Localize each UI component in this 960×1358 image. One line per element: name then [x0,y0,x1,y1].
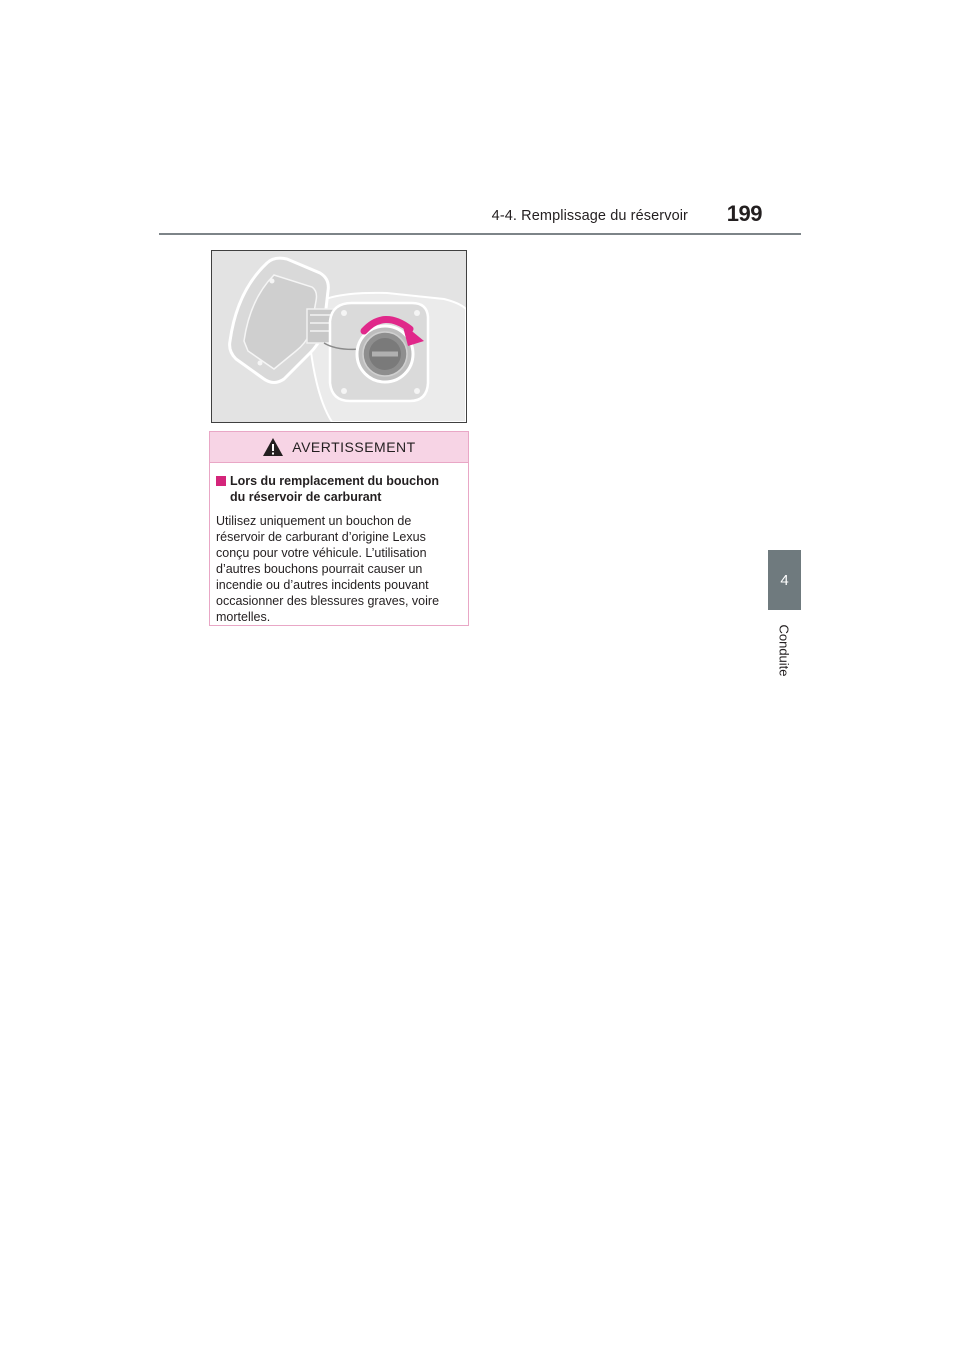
header-divider [159,233,801,235]
chapter-tab[interactable] [768,550,801,610]
warning-body: Utilisez uniquement un bouchon de réservoir de carburant d’origine Lexus conçu pour votre véhicule. L’utilisation d’autres bouchons pourrait causer un incendie ou d’autres incidents pouvant occasionner des blessures graves, voire mortelles. [216,514,440,624]
chapter-number: 4 [780,571,789,589]
square-bullet-icon [216,476,226,486]
warning-heading [216,473,462,505]
warning-box [209,431,469,626]
section-title: 4-4. Remplissage du réservoir [491,208,688,224]
warning-triangle-icon [262,437,284,457]
page-number: 199 [726,201,762,226]
fuel-cap-illustration [211,250,467,423]
chapter-label-container [756,620,812,680]
warning-header [210,432,468,463]
fuel-door-drawing [212,251,466,422]
chapter-label: Conduite [776,623,792,677]
warning-title: AVERTISSEMENT [292,439,416,455]
warning-heading-line2: du réservoir de carburant [230,490,382,504]
warning-heading-line1: Lors du remplacement du bouchon [230,474,440,488]
